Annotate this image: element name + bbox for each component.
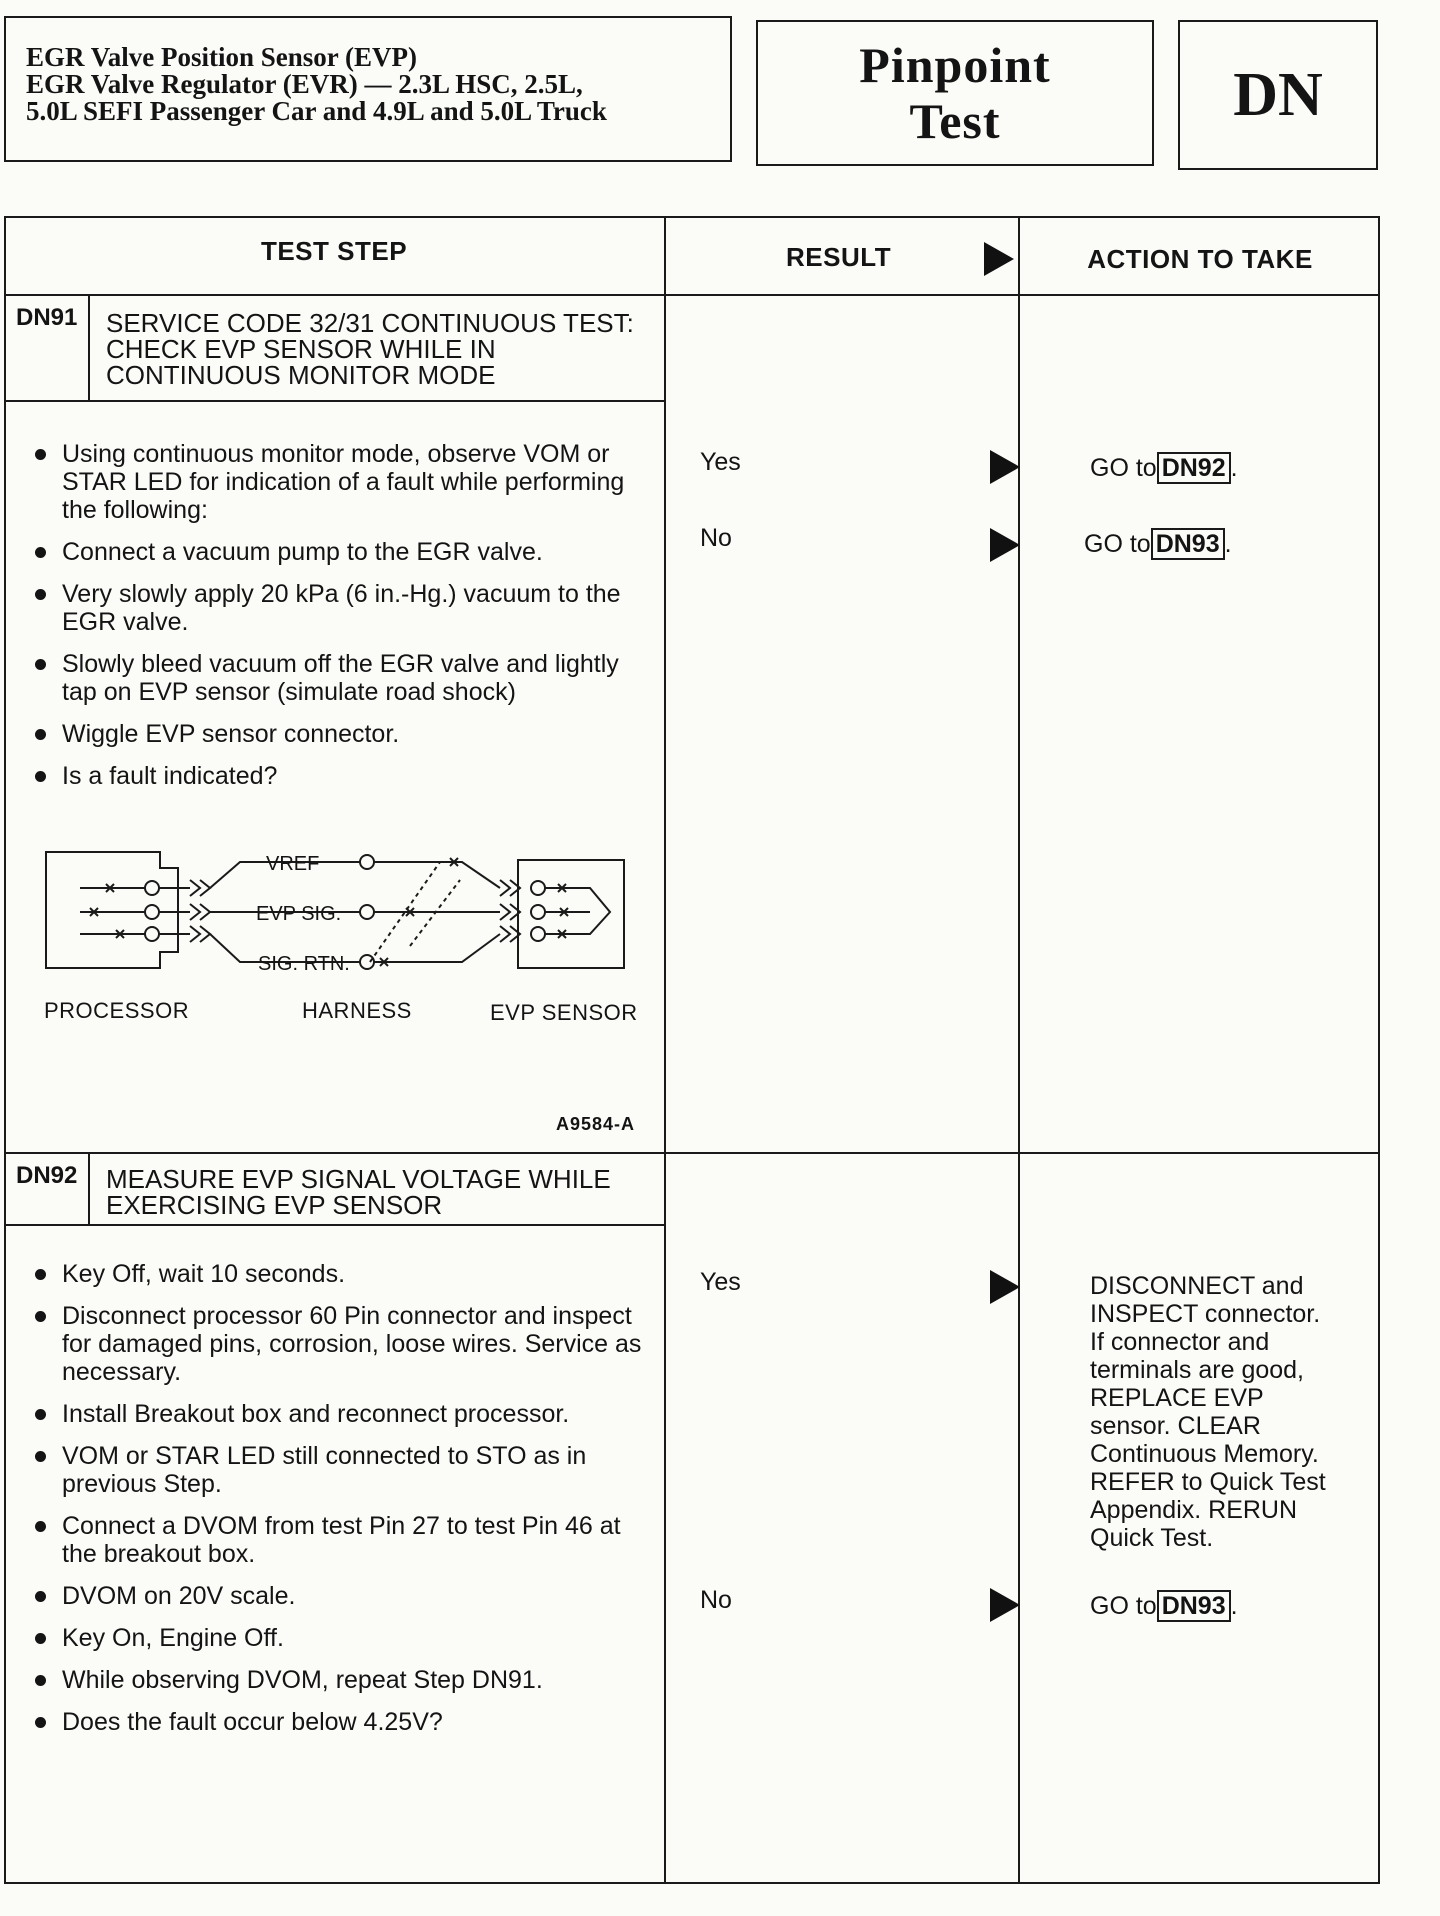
col-heading-result: RESULT xyxy=(786,242,892,272)
pinpoint-test-box xyxy=(756,20,1154,166)
step-id: DN92 xyxy=(16,1162,78,1189)
result-yes: Yes xyxy=(700,448,741,476)
list-item: Connect a vacuum pump to the EGR valve. xyxy=(32,538,652,566)
test-code: DN xyxy=(1233,60,1323,129)
list-item: VOM or STAR LED still connected to STO as in previous Step. xyxy=(32,1442,658,1498)
action-suffix: . xyxy=(1230,454,1238,482)
step-reference-link[interactable]: DN93 xyxy=(1151,528,1225,560)
result-arrow-icon xyxy=(990,1588,1020,1622)
test-code-box xyxy=(1178,20,1378,170)
result-no: No xyxy=(700,524,732,552)
result-no: No xyxy=(700,1586,732,1614)
figure-id: A9584-A xyxy=(556,1114,636,1134)
list-item: Does the fault occur below 4.25V? xyxy=(32,1708,658,1736)
result-arrow-icon xyxy=(984,242,1014,276)
wire-label-evp-sig: EVP SIG. xyxy=(256,903,342,925)
wire-label-sig-rtn: SIG. RTN. xyxy=(258,953,350,975)
step-id-cell xyxy=(6,296,90,400)
list-item: While observing DVOM, repeat Step DN91. xyxy=(32,1666,658,1694)
title-line-3: 5.0L SEFI Passenger Car and 4.9L and 5.0L Truck xyxy=(26,96,607,126)
result-yes: Yes xyxy=(700,1268,741,1296)
title-line-2: EGR Valve Regulator (EVR) — 2.3L HSC, 2.5L, xyxy=(26,69,583,99)
step-header-dn92 xyxy=(6,1154,664,1226)
test-label: Test xyxy=(909,93,1001,149)
step-instructions-dn91 xyxy=(32,440,652,804)
step-id-cell xyxy=(6,1154,90,1224)
list-item: Install Breakout box and reconnect processor. xyxy=(32,1400,658,1428)
action-prefix: GO to xyxy=(1090,1592,1157,1620)
action-replace-evp: DISCONNECT and INSPECT connector. If connector and terminals are good, REPLACE EVP sensor. CLEAR Continuous Memory. REFER to Quick Test Appendix. RERUN Quick Test. xyxy=(1090,1272,1326,1552)
document-title-box xyxy=(4,16,732,162)
list-item: Slowly bleed vacuum off the EGR valve and lightly tap on EVP sensor (simulate road shock) xyxy=(32,650,652,706)
col-heading-test-step: TEST STEP xyxy=(260,236,408,266)
list-item: Very slowly apply 20 kPa (6 in.-Hg.) vacuum to the EGR valve. xyxy=(32,580,652,636)
list-item: Is a fault indicated? xyxy=(32,762,652,790)
diagram-label-processor: PROCESSOR xyxy=(44,998,190,1023)
result-arrow-icon xyxy=(990,528,1020,562)
step-id: DN91 xyxy=(16,304,78,331)
list-item: Using continuous monitor mode, observe VOM or STAR LED for indication of a fault while performing the following: xyxy=(32,440,652,524)
action-goto-dn92 xyxy=(1090,452,1238,484)
step-instructions-dn92 xyxy=(32,1260,658,1750)
step-title: SERVICE CODE 32/31 CONTINUOUS TEST: CHECK EVP SENSOR WHILE IN CONTINUOUS MONITOR MODE xyxy=(106,308,634,390)
list-item: Key Off, wait 10 seconds. xyxy=(32,1260,658,1288)
wire-label-vref: VREF xyxy=(266,853,320,875)
action-prefix: GO to xyxy=(1090,454,1157,482)
list-item: Connect a DVOM from test Pin 27 to test Pin 46 at the breakout box. xyxy=(32,1512,658,1568)
wiring-diagram xyxy=(30,840,650,1020)
diagram-label-harness: HARNESS xyxy=(302,998,412,1023)
action-suffix: . xyxy=(1230,1592,1238,1620)
result-arrow-icon xyxy=(990,1270,1020,1304)
list-item: DVOM on 20V scale. xyxy=(32,1582,658,1610)
step-header-dn91 xyxy=(6,296,664,402)
col-heading-action: ACTION TO TAKE xyxy=(1087,244,1313,274)
action-goto-dn93 xyxy=(1090,1590,1238,1622)
action-goto-dn93 xyxy=(1084,528,1232,560)
column-divider xyxy=(664,216,666,1884)
step-reference-link[interactable]: DN92 xyxy=(1157,452,1231,484)
step-title: MEASURE EVP SIGNAL VOLTAGE WHILE EXERCISING EVP SENSOR xyxy=(106,1164,611,1220)
action-suffix: . xyxy=(1224,530,1232,558)
step-reference-link[interactable]: DN93 xyxy=(1157,1590,1231,1622)
pinpoint-label: Pinpoint xyxy=(859,37,1051,93)
action-prefix: GO to xyxy=(1084,530,1151,558)
list-item: Key On, Engine Off. xyxy=(32,1624,658,1652)
result-arrow-icon xyxy=(990,450,1020,484)
list-item: Wiggle EVP sensor connector. xyxy=(32,720,652,748)
diagram-label-evp-sensor: EVP SENSOR xyxy=(490,1000,638,1025)
list-item: Disconnect processor 60 Pin connector and inspect for damaged pins, corrosion, loose wires. Service as necessary. xyxy=(32,1302,658,1386)
title-line-1: EGR Valve Position Sensor (EVP) xyxy=(26,42,418,72)
